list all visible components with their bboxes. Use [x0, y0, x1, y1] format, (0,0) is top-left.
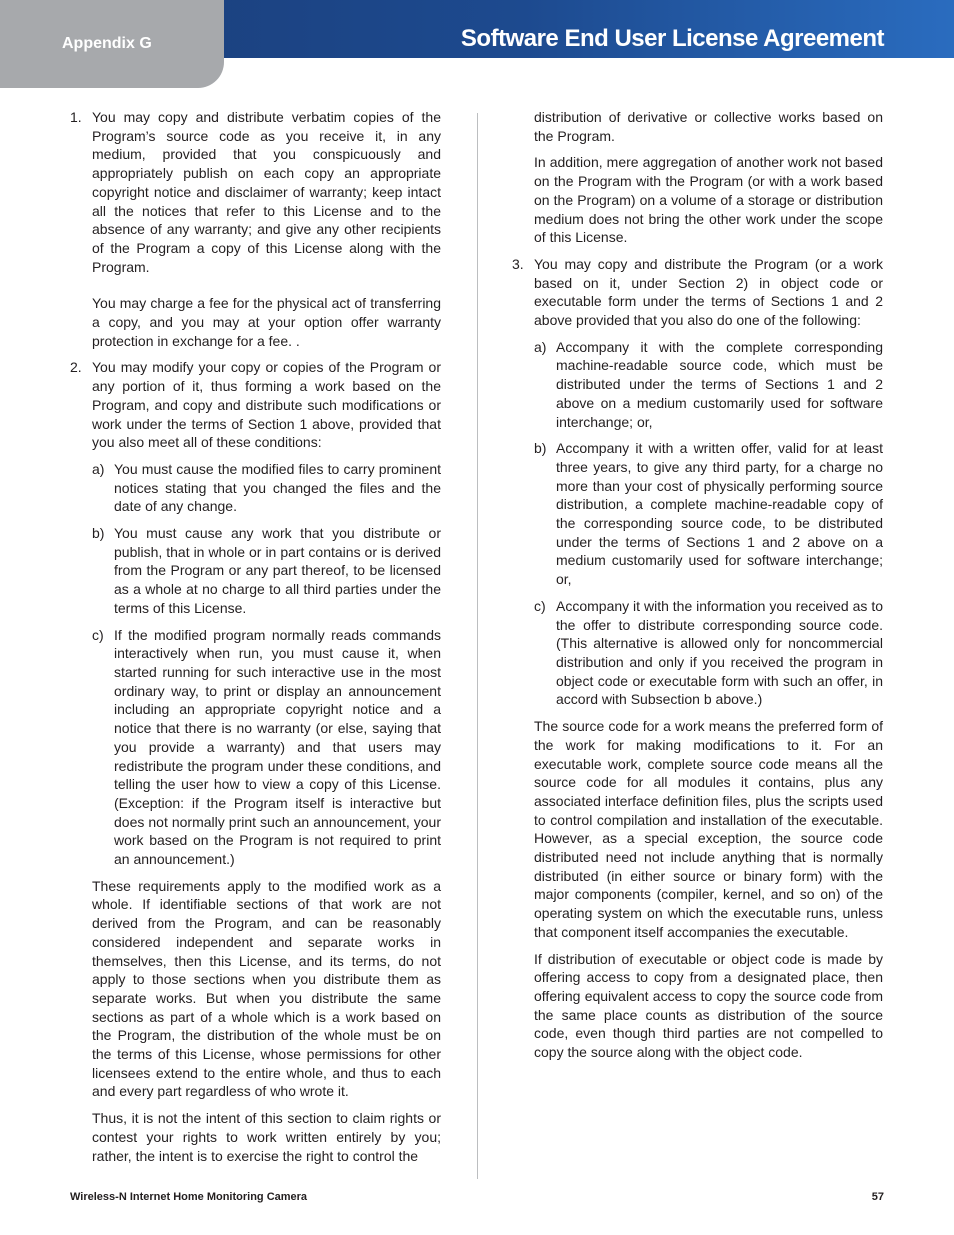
list-number: 2. — [70, 359, 82, 376]
paragraph: If the modified program normally reads commands interactively when run, you must cause it, when started running for such interactive use in the most ordinary way, to print or display an announcement including an appropriate copyright notice and a notice that there is no warranty (or else, saying that you provide a warranty) and that users may redistribute the program under these conditions, and telling the user how to view a copy of this License. (Exception: if the Program itself is interactive but does not normally print such an announcement, your work based on the Program is not required to print an announcement.) — [114, 626, 441, 868]
paragraph: Accompany it with the complete corresponding machine-readable source code, which must be distributed under the terms of Sections 1 and 2 above on a medium customarily used for software interchange; or, — [556, 338, 883, 430]
sub-item-letter: c) — [534, 597, 546, 614]
sub-item-a — [92, 460, 441, 516]
sub-item-letter: c) — [92, 626, 104, 643]
footer-product-name: Wireless-N Internet Home Monitoring Camera — [70, 1191, 308, 1203]
right-column — [512, 108, 883, 1070]
paragraph: distribution of derivative or collective works based on the Program. — [534, 109, 883, 144]
paragraph: Accompany it with a written offer, valid for at least three years, to give any third party, for a charge no more than your cost of physically performing source distribution, a complete machine-readable copy of the corresponding source code, to be distributed under the terms of Sections 1 and 2 above on a medium customarily used for software interchange; or, — [556, 440, 883, 588]
paragraph: You must cause any work that you distribute or publish, that in whole or in part contains or is derived from the Program or any part thereof, to be licensed as a whole at no charge to all third parties under the terms of this License. — [114, 525, 441, 616]
paragraph: In addition, mere aggregation of another work not based on the Program with the Program (or with a work based on the Program) on a volume of a storage or distribution medium does not bring the other work under the scope of this License. — [534, 154, 883, 246]
page-number: 57 — [871, 1191, 884, 1203]
sub-item-letter: b) — [534, 440, 547, 457]
page-header — [0, 0, 954, 88]
sub-item-letter: a) — [92, 460, 105, 477]
paragraph: You may modify your copy or copies of the Program or any portion of it, thus forming a work based on the Program, and copy and distribute such modifications or work under the terms of Section 1 above, provided that you also meet all of these conditions: — [92, 359, 441, 451]
sub-item-b — [534, 439, 883, 589]
paragraph: Accompany it with the information you received as to the offer to distribute corresponding source code. (This alternative is allowed only for noncommercial distribution and only if you received the program in object code or executable form with such an offer, in accord with Subsection b above.) — [556, 597, 883, 708]
list-number: 1. — [70, 109, 82, 125]
appendix-label: Appendix G — [62, 35, 152, 52]
sub-item-b — [92, 524, 441, 618]
column-divider — [477, 113, 478, 1179]
sub-item-letter: b) — [92, 525, 105, 542]
paragraph: The source code for a work means the preferred form of the work for making modifications to it. For an executable work, complete source code means all the source code for all modules it contains, plus any associated interface definition files, plus the scripts used to control compilation and installation of the executable. However, as a special exception, the source code distributed need not include anything that is normally distributed (in either source or binary form) with the major components (compiler, kernel, and so on) of the operating system on which the executable runs, unless that component itself accompanies the executable. — [534, 718, 883, 940]
sub-item-letter: a) — [534, 338, 547, 355]
document-title: Software End User License Agreement — [460, 25, 884, 52]
paragraph: These requirements apply to the modified work as a whole. If identifiable sections of that work are not derived from the Program, and can be reasonably considered independent and separate works in themselves, then this License, and its terms, do not apply to those sections when you distribute them as separate works. But when you distribute the same sections as part of a whole which is a work based on the Program, the distribution of the whole must be on the terms of this License, whose permissions for other licensees extend to the entire whole, and thus to each and every part regardless of who wrote it. — [92, 877, 441, 1100]
sub-item-a — [534, 338, 883, 432]
continued-text — [512, 108, 883, 247]
paragraph: You must cause the modified files to carry prominent notices stating that you changed the files and the date of any change. — [114, 460, 441, 515]
list-item-2 — [70, 358, 441, 1165]
paragraph: You may copy and distribute verbatim copies of the Program’s source code as you receive it, in any medium, provided that you conspicuously and appropriately publish on each copy an appropriate copyright notice and disclaimer of warranty; keep intact all the notices that refer to this License and to the absence of any warranty; and give any other recipients of the Program a copy of this License along with the Program. — [92, 109, 441, 275]
paragraph: If distribution of executable or object code is made by offering access to copy from a designated place, then offering equivalent access to copy the source code from the same place counts as distribution of the source code, even though third parties are not compelled to copy the source along with the object code. — [534, 950, 883, 1061]
list-number: 3. — [512, 255, 524, 272]
paragraph: You may charge a fee for the physical act of transferring a copy, and you may at your option offer warranty protection in exchange for a fee. . — [92, 295, 441, 349]
sub-item-c — [92, 626, 441, 869]
list-item-1 — [70, 108, 441, 350]
paragraph: Thus, it is not the intent of this section to claim rights or contest your rights to work written entirely by you; rather, the intent is to exercise the right to control the — [92, 1110, 441, 1164]
left-column — [70, 108, 441, 1173]
sub-item-c — [534, 597, 883, 709]
paragraph: You may copy and distribute the Program (or a work based on it, under Section 2) in object code or executable form under the terms of Sections 1 and 2 above provided that you also do one of the following: — [534, 255, 883, 329]
list-item-3 — [512, 255, 883, 1062]
